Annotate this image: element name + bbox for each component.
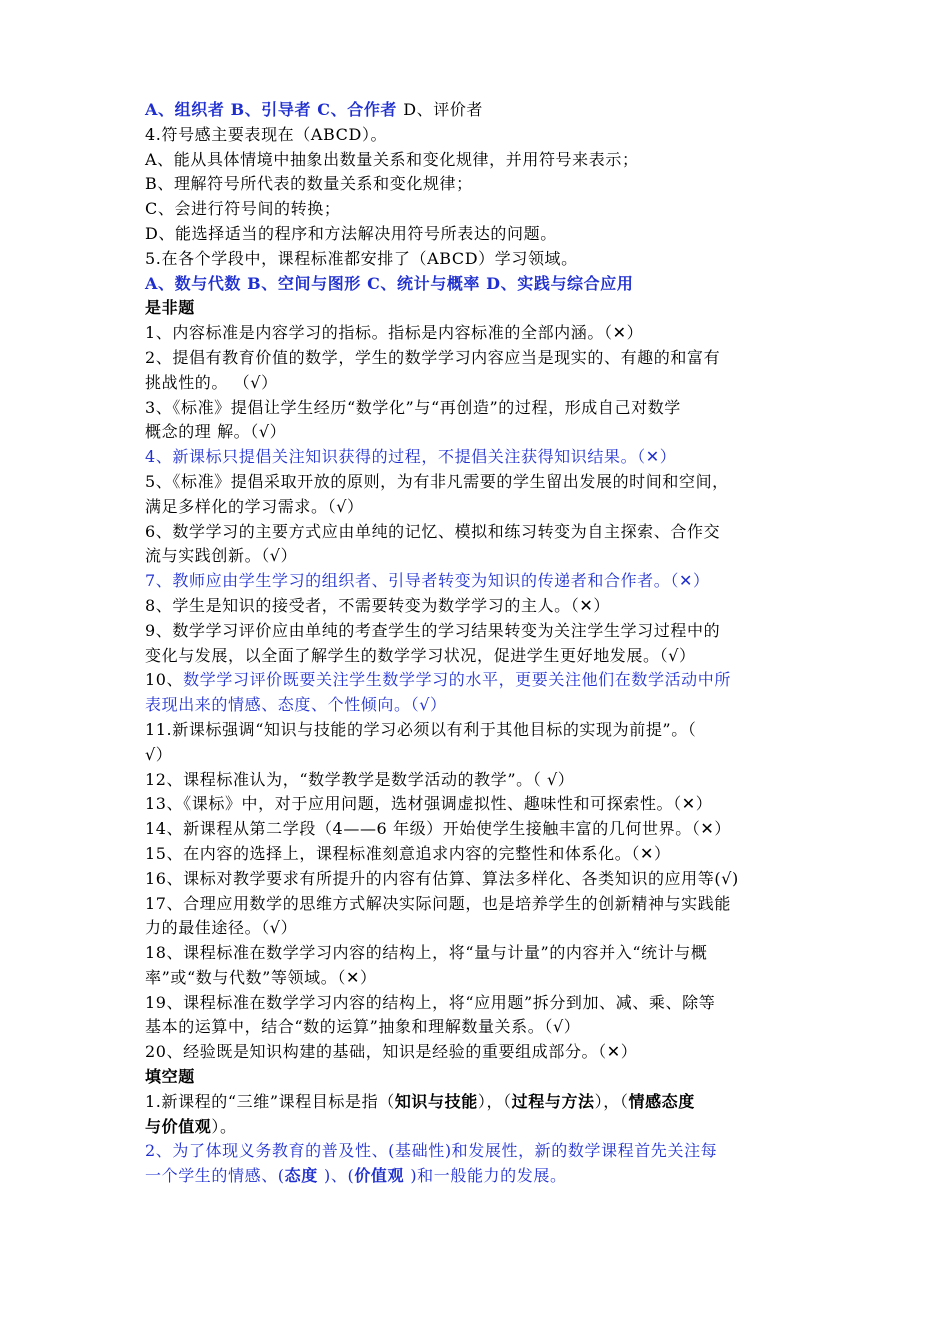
text-segment: 20、经验既是知识构建的基础，知识是经验的重要组成部分。（✕） [145, 1042, 638, 1062]
text-line [145, 396, 817, 421]
text-segment: 8、学生是知识的接受者，不需要转变为数学学习的主人。（✕） [145, 595, 610, 615]
text-line [145, 817, 817, 842]
text-segment: 价值观 [354, 1166, 411, 1186]
text-line [145, 594, 817, 619]
text-segment: 力的最佳途径。（√） [145, 918, 298, 938]
text-segment: 变化与发展，以全面了解学生的数学学习状况，促进学生更好地发展。（√） [145, 645, 696, 665]
text-line [145, 445, 817, 470]
text-line [145, 743, 817, 768]
text-segment: 2、提倡有教育价值的数学，学生的数学学习内容应当是现实的、有趣的和富有 [145, 347, 721, 367]
text-segment: 情感态度 [628, 1091, 695, 1111]
text-segment: D、能选择适当的程序和方法解决用符号所表达的问题。 [145, 223, 557, 243]
text-line [145, 966, 817, 991]
text-segment: 4、新课标只提倡关注知识获得的过程，不提倡关注获得知识结果。（✕） [145, 447, 677, 467]
text-line [145, 892, 817, 917]
text-segment: B、理解符号所代表的数量关系和变化规律； [145, 174, 473, 194]
text-line [145, 693, 817, 718]
text-line [145, 569, 817, 594]
text-segment: A、组织者 B、引导者 C、合作者 [145, 100, 404, 119]
text-segment: 流与实践创新。（√） [145, 546, 298, 566]
text-line [145, 718, 817, 743]
text-line [145, 172, 817, 197]
text-segment: D、评价者 [403, 100, 484, 119]
text-segment: 1.新课程的“三维”课程目标是指（ [145, 1091, 395, 1111]
text-segment: 6、数学学习的主要方式应由单纯的记忆、模拟和练习转变为自主探索、合作交 [145, 521, 721, 541]
text-segment: )、( [324, 1166, 355, 1186]
text-segment: 10、 [145, 670, 184, 690]
text-line [145, 544, 817, 569]
text-line [145, 148, 817, 173]
text-segment: 挑战性的。 （√） [145, 372, 278, 392]
text-segment: 3、《标准》提倡让学生经历“数学化”与“再创造”的过程，形成自己对数学 [145, 397, 681, 417]
text-segment: 9、数学学习评价应由单纯的考查学生的学习结果转变为关注学生学习过程中的 [145, 620, 721, 640]
text-segment: C、会进行符号间的转换； [145, 199, 341, 219]
text-line [145, 346, 817, 371]
text-segment: )和一般能力的发展。 [410, 1166, 567, 1186]
text-line [145, 272, 817, 297]
text-line [145, 619, 817, 644]
text-segment: A、数与代数 B、空间与图形 C、统计与概率 D、实践与综合应用 [145, 273, 634, 293]
text-segment: ）。 [211, 1116, 237, 1136]
text-segment: 14、新课程从第二学段（4——6 年级）开始使学生接触丰富的几何世界。（✕） [145, 819, 732, 839]
text-line [145, 1065, 817, 1090]
document-page [145, 98, 817, 1189]
text-line [145, 470, 817, 495]
text-line [145, 1015, 817, 1040]
text-line [145, 842, 817, 867]
text-line [145, 916, 817, 941]
text-line [145, 247, 817, 272]
text-segment: 率”或“数与代数”等领域。（✕） [145, 967, 377, 987]
text-line [145, 520, 817, 545]
text-segment: 18、课程标准在数学学习内容的结构上，将“量与计量”的内容并入“统计与概 [145, 943, 708, 963]
text-segment: 过程与方法 [511, 1091, 595, 1111]
text-line [145, 420, 817, 445]
text-line [145, 867, 817, 892]
text-line [145, 371, 817, 396]
text-segment: 16、课标对教学要求有所提升的内容有估算、算法多样化、各类知识的应用等(√) [145, 868, 739, 888]
text-line [145, 296, 817, 321]
text-segment: 13、《课标》中，对于应用问题，选材强调虚拟性、趣味性和可探索性。（✕） [145, 794, 713, 814]
text-line [145, 644, 817, 669]
text-segment: 19、课程标准在数学学习内容的结构上，将“应用题”拆分到加、减、乘、除等 [145, 992, 716, 1012]
text-segment: ），（ [594, 1091, 629, 1111]
text-line [145, 1164, 817, 1189]
text-segment: 2、为了体现义务教育的普及性、(基础性)和发展性，新的数学课程首先关注每 [145, 1141, 718, 1161]
text-segment: ），（ [477, 1091, 512, 1111]
text-segment: 1、内容标准是内容学习的指标。指标是内容标准的全部内涵。（✕） [145, 323, 644, 343]
text-segment: 表现出来的情感、态度、个性倾向。（√） [145, 695, 447, 715]
text-line [145, 98, 817, 123]
text-segment: 15、在内容的选择上，课程标准刻意追求内容的完整性和体系化。（✕） [145, 843, 671, 863]
text-segment: 4.符号感主要表现在（ABCD）。 [145, 124, 388, 144]
text-line [145, 123, 817, 148]
text-segment: 11.新课标强调“知识与技能的学习必须以有利于其他目标的实现为前提”。（ [145, 719, 697, 739]
text-line [145, 768, 817, 793]
text-segment: 一个学生的情感、( [145, 1166, 285, 1186]
text-line [145, 1139, 817, 1164]
text-line [145, 1115, 817, 1140]
text-segment: 5、《标准》提倡采取开放的原则，为有非凡需要的学生留出发展的时间和空间， [145, 471, 729, 491]
text-segment: 5.在各个学段中，课程标准都安排了（ABCD）学习领域。 [145, 248, 578, 268]
text-segment: A、能从具体情境中抽象出数量关系和变化规律，并用符号来表示； [145, 149, 639, 169]
text-line [145, 222, 817, 247]
section-heading: 是非题 [145, 298, 195, 318]
text-line [145, 495, 817, 520]
text-segment: √） [145, 744, 173, 764]
text-segment: 数学学习评价既要关注学生数学学习的水平，更要关注他们在数学活动中所 [183, 670, 731, 690]
section-heading: 填空题 [145, 1067, 195, 1087]
text-line [145, 941, 817, 966]
text-segment: 态度 [284, 1166, 325, 1186]
text-segment: 7、教师应由学生学习的组织者、引导者转变为知识的传递者和合作者。（✕） [145, 571, 710, 591]
text-line [145, 991, 817, 1016]
text-line [145, 792, 817, 817]
text-segment: 基本的运算中，结合“数的运算”抽象和理解数量关系。（√） [145, 1017, 581, 1037]
text-segment: 17、合理应用数学的思维方式解决实际问题，也是培养学生的创新精神与实践能 [145, 893, 731, 913]
text-line [145, 321, 817, 346]
text-line [145, 668, 817, 693]
text-line [145, 197, 817, 222]
text-line [145, 1040, 817, 1065]
text-segment: 知识与技能 [394, 1091, 478, 1111]
text-segment: 概念的理 解。（√） [145, 422, 287, 442]
text-segment: 满足多样化的学习需求。（√） [145, 496, 364, 516]
text-line [145, 1090, 817, 1115]
text-segment: 与价值观 [145, 1116, 212, 1136]
text-segment: 12、课程标准认为，“数学教学是数学活动的教学”。（ √） [145, 769, 575, 789]
